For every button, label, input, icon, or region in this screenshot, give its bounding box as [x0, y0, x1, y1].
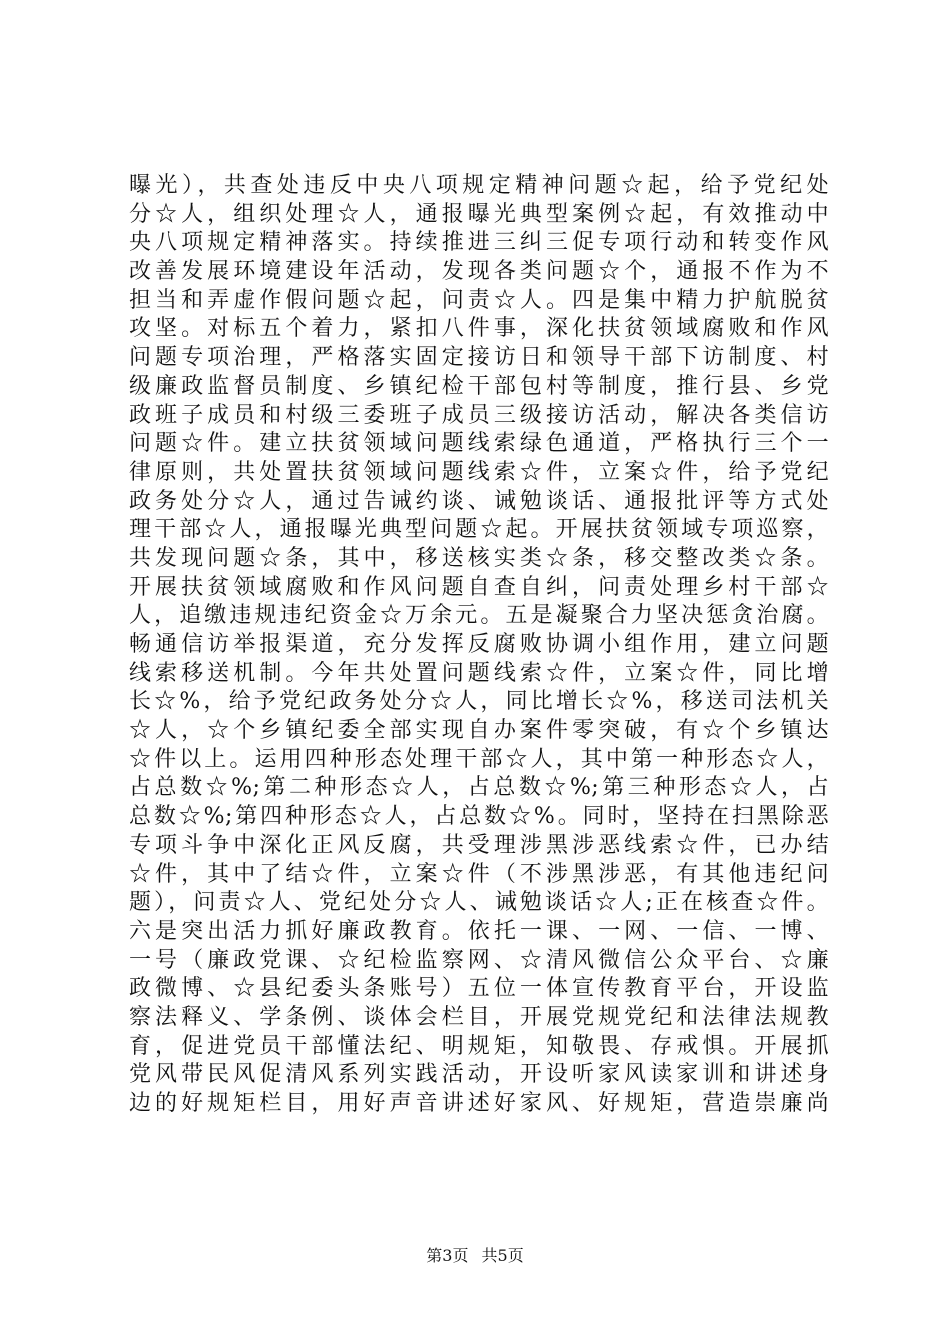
text-line: 央八项规定精神落实。持续推进三纠三促专项行动和转变作风 — [129, 230, 829, 256]
text-line: 曝光），共查处违反中央八项规定精神问题☆起，给予党纪处 — [129, 173, 829, 198]
text-line: 边的好规矩栏目，用好声音讲述好家风、好规矩，营造崇廉尚 — [129, 1091, 829, 1116]
text-line: 一号（廉政党课、☆纪检监察网、☆清风微信公众平台、☆廉 — [129, 947, 829, 973]
text-line: 攻坚。对标五个着力，紧扣八件事，深化扶贫领域腐败和作风 — [129, 316, 829, 342]
text-line: 专项斗争中深化正风反腐，共受理涉黑涉恶线索☆件，已办结 — [129, 832, 829, 858]
text-line: 畅通信访举报渠道，充分发挥反腐败协调小组作用，建立问题 — [129, 632, 829, 657]
text-line: 总数☆%;第四种形态☆人，占总数☆%。同时，坚持在扫黑除恶 — [129, 804, 829, 830]
text-line: 分☆人，组织处理☆人，通报曝光典型案例☆起，有效推动中 — [129, 201, 829, 227]
text-line: 共发现问题☆条，其中，移送核实类☆条，移交整改类☆条。 — [129, 545, 829, 571]
text-line: 担当和弄虚作假问题☆起，问责☆人。四是集中精力护航脱贫 — [129, 287, 829, 313]
text-line: 六是突出活力抓好廉政教育。依托一课、一网、一信、一博、 — [129, 918, 829, 944]
text-line: ☆件以上。运用四种形态处理干部☆人，其中第一种形态☆人， — [129, 746, 829, 772]
text-line: 改善发展环境建设年活动，发现各类问题☆个，通报不作为不 — [129, 259, 829, 285]
text-line: ☆人，☆个乡镇纪委全部实现自办案件零突破，有☆个乡镇达 — [129, 718, 829, 744]
text-line: 人，追缴违规违纪资金☆万余元。五是凝聚合力坚决惩贪治腐。 — [129, 603, 829, 629]
body-text — [129, 172, 829, 1119]
text-line: 级廉政监督员制度、乡镇纪检干部包村等制度，推行县、乡党 — [129, 373, 829, 399]
text-line: 占总数☆%;第二种形态☆人，占总数☆%;第三种形态☆人，占 — [129, 775, 829, 801]
text-line: 长☆%，给予党纪政务处分☆人，同比增长☆%，移送司法机关 — [129, 689, 829, 715]
page-footer — [0, 1243, 950, 1266]
text-line: 问题☆件。建立扶贫领域问题线索绿色通道，严格执行三个一 — [129, 431, 829, 457]
text-line: 政微博、☆县纪委头条账号）五位一体宣传教育平台，开设监 — [129, 976, 829, 1002]
text-line: ☆件，其中了结☆件，立案☆件（不涉黑涉恶，有其他违纪问 — [129, 861, 829, 887]
text-line: 开展扶贫领域腐败和作风问题自查自纠，问责处理乡村干部☆ — [129, 574, 829, 600]
text-line: 育，促进党员干部懂法纪、明规矩，知敬畏、存戒惧。开展抓 — [129, 1033, 829, 1059]
text-line: 政务处分☆人，通过告诫约谈、诫勉谈话、通报批评等方式处 — [129, 488, 829, 514]
text-line: 党风带民风促清风系列实践活动，开设听家风读家训和讲述身 — [129, 1062, 829, 1088]
text-line: 察法释义、学条例、谈体会栏目，开展党规党纪和法律法规教 — [129, 1004, 829, 1030]
text-line: 律原则，共处置扶贫领域问题线索☆件，立案☆件，给予党纪 — [129, 459, 829, 485]
page-total: 共5页 — [481, 1246, 524, 1265]
text-line: 线索移送机制。今年共处置问题线索☆件，立案☆件，同比增 — [129, 660, 829, 686]
text-line: 题），问责☆人、党纪处分☆人、诫勉谈话☆人;正在核查☆件。 — [129, 890, 829, 916]
page-number: 第3页 — [426, 1246, 469, 1265]
text-line: 问题专项治理，严格落实固定接访日和领导干部下访制度、村 — [129, 345, 829, 371]
text-line: 政班子成员和村级三委班子成员三级接访活动，解决各类信访 — [129, 402, 829, 428]
text-line: 理干部☆人，通报曝光典型问题☆起。开展扶贫领域专项巡察， — [129, 517, 829, 543]
